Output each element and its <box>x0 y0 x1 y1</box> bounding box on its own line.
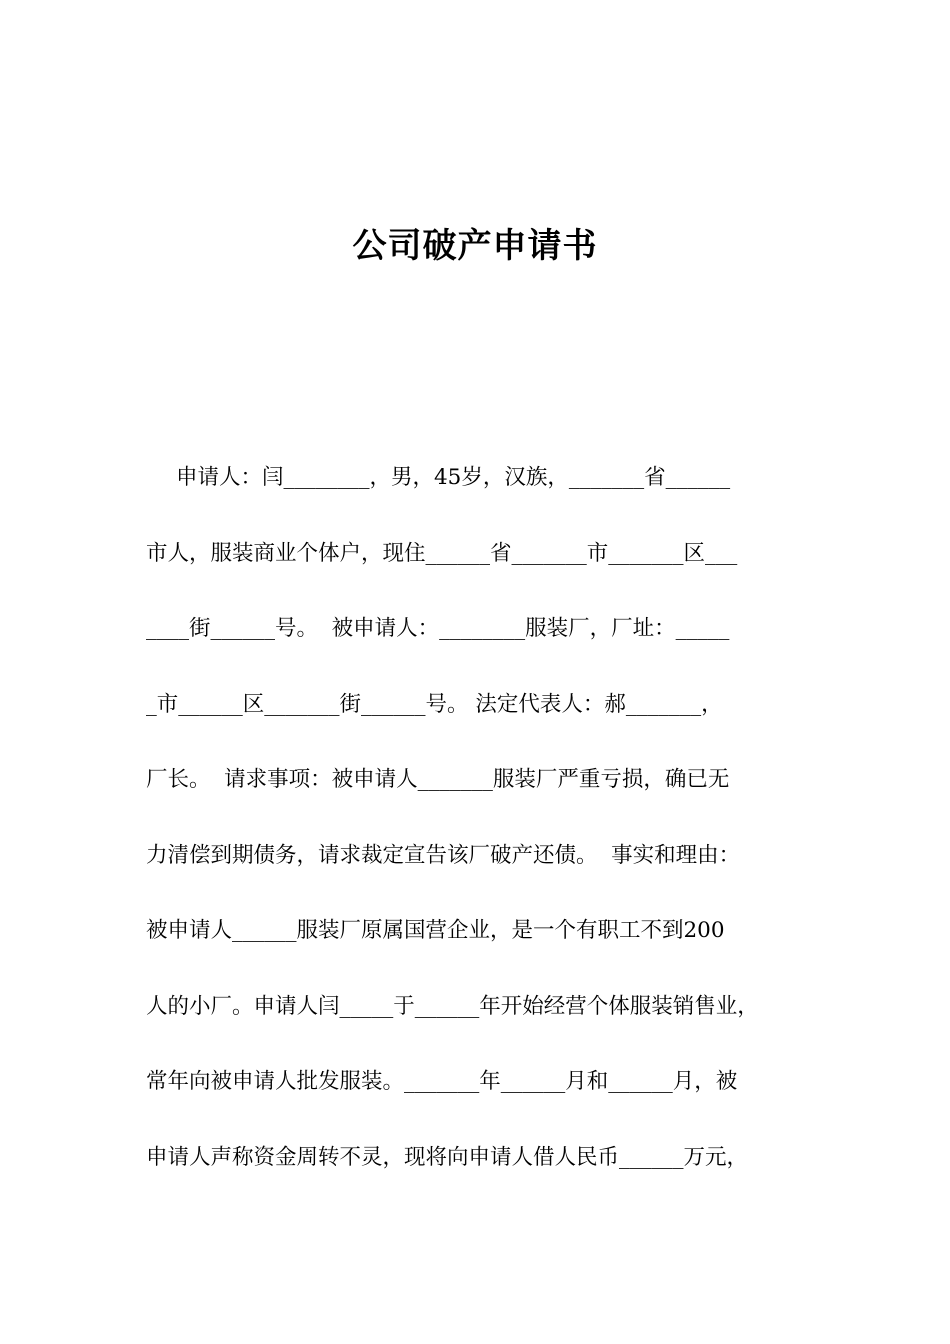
document-title: 公司破产申请书 <box>352 226 598 266</box>
body-line: 申请人：闫________，男，45岁，汉族，_______省______ <box>176 465 731 490</box>
body-line: 常年向被申请人批发服装。_______年______月和______月，被 <box>146 1069 738 1094</box>
body-line: _市______区_______街______号。 法定代表人：郝_______， <box>146 691 723 717</box>
body-line: ____街______号。 被申请人：________服装厂，厂址：_____ <box>146 616 730 641</box>
body-line: 市人，服装商业个体户，现住______省_______市_______区___ <box>146 540 738 566</box>
body-line: 申请人声称资金周转不灵，现将向申请人借人民币______万元， <box>146 1144 749 1170</box>
document-body <box>146 456 808 1211</box>
body-line: 厂长。 请求事项：被申请人_______服装厂严重亏损，确已无 <box>146 767 730 792</box>
body-line: 被申请人______服装厂原属国营企业，是一个有职工不到200 <box>146 918 725 943</box>
body-line: 力清偿到期债务，请求裁定宣告该厂破产还债。 事实和理由： <box>146 842 741 868</box>
body-line: 人的小厂。申请人闫_____于______年开始经营个体服装销售业， <box>146 993 759 1019</box>
